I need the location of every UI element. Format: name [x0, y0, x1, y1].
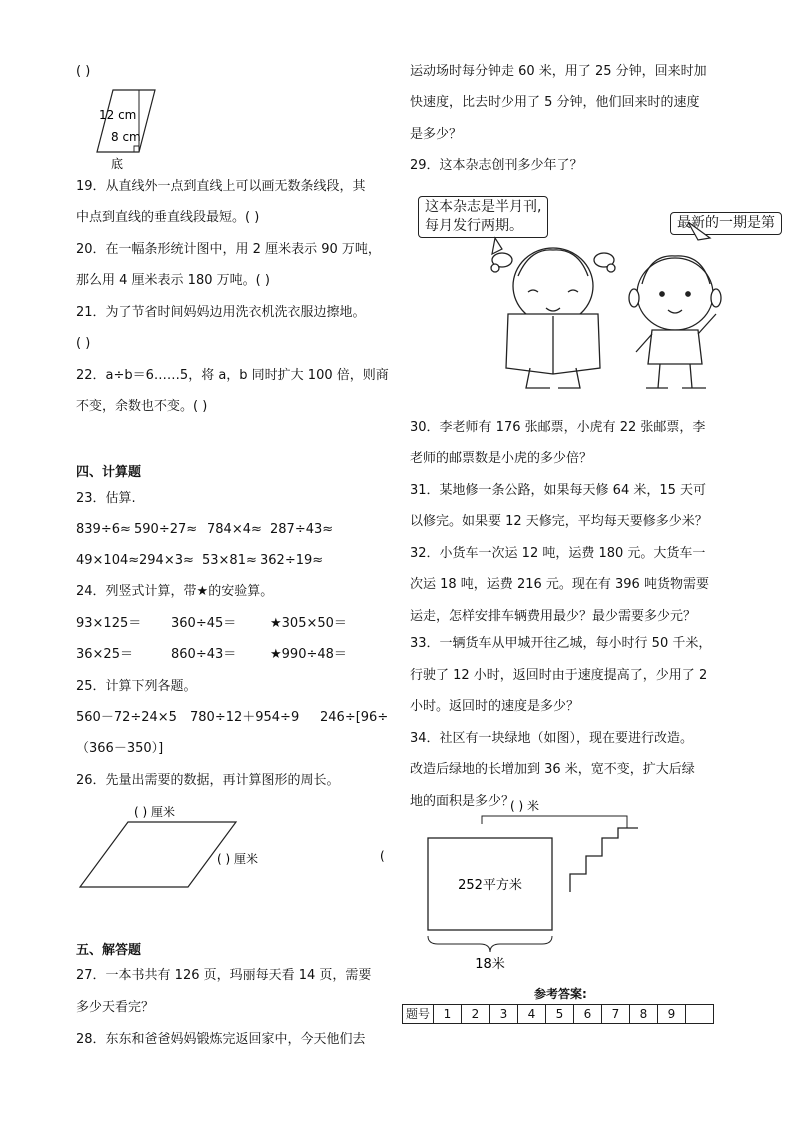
fig34-bottom-label: 18米 [475, 957, 505, 972]
q23-item: 49×104≈ [76, 553, 140, 568]
fig26-right-label: ( [380, 849, 385, 863]
answer-table-header: 题号 [403, 1005, 434, 1024]
q32-line2: 次运 18 吨，运费 216 元。现在有 396 吨货物需要 [410, 577, 709, 592]
q23-item: 287÷43≈ [270, 522, 334, 537]
q27-line1: 27．一本书共有 126 页，玛丽每天看 14 页，需要 [76, 968, 372, 983]
q33-line1: 33．一辆货车从甲城开往乙城，每小时行 50 千米， [410, 636, 712, 651]
q32-line1: 32．小货车一次运 12 吨，运费 180 元。大货车一 [410, 546, 706, 561]
parallelogram-shape [80, 822, 236, 887]
answer-cell: 3 [490, 1005, 518, 1024]
answer-cell: 5 [546, 1005, 574, 1024]
answer-cell: 4 [518, 1005, 546, 1024]
answer-cell: 9 [658, 1005, 686, 1024]
q25-item: 560－72÷24×5 [76, 710, 177, 725]
q20-line1: 20．在一幅条形统计图中，用 2 厘米表示 90 万吨， [76, 242, 381, 257]
label-12cm: 12 cm [99, 108, 137, 122]
fig26-top-label: ( ) 厘米 [134, 805, 175, 819]
q24-item: 36×25＝ [76, 647, 133, 662]
q23-title: 23．估算. [76, 491, 136, 506]
q34-line3: 地的面积是多少？ [410, 794, 515, 809]
q33-line3: 小时。返回时的速度是多少？ [410, 699, 580, 714]
fig34-top-label: ( ) 米 [510, 799, 539, 813]
fig26-mid-label: ( ) 厘米 [217, 852, 258, 866]
q19-line1: 19．从直线外一点到直线上可以画无数条线段，其 [76, 179, 366, 194]
q30-line1: 30．李老师有 176 张邮票，小虎有 22 张邮票，李 [410, 420, 706, 435]
q24-item: 860÷43＝ [171, 647, 237, 662]
answer-cell [686, 1005, 714, 1024]
q18-answer-blank: ( ) [76, 64, 91, 79]
q23-item: 590÷27≈ [134, 522, 198, 537]
answer-cell: 7 [602, 1005, 630, 1024]
q28-line3: 快速度，比去时少用了 5 分钟，他们回来时的速度 [410, 95, 700, 110]
q34-line1: 34．社区有一块绿地（如图），现在要进行改造。 [410, 731, 694, 746]
boy-speech-line: 最新的一期是第 [677, 215, 775, 231]
q31-line1: 31．某地修一条公路，如果每天修 64 米，15 天可 [410, 483, 707, 498]
q24-item: ★305×50＝ [270, 616, 347, 631]
right-column [405, 0, 794, 1123]
q22-line1: 22．a÷b＝6……5，将 a，b 同时扩大 100 倍，则商 [76, 368, 389, 383]
q26-parallelogram-figure [76, 800, 392, 895]
q23-item: 839÷6≈ [76, 522, 131, 537]
q29-children-illustration [410, 196, 794, 396]
q23-item: 53×81≈ [202, 553, 257, 568]
q28-line4: 是多少？ [410, 127, 463, 142]
q24-item: 360÷45＝ [171, 616, 237, 631]
q22-line2: 不变，余数也不变。( ) [76, 399, 208, 414]
q24-item: 93×125＝ [76, 616, 142, 631]
q19-line2: 中点到直线的垂直线段最短。( ) [76, 210, 260, 225]
girl-speech-line1: 这本杂志是半月刊, [425, 199, 542, 215]
answer-cell: 1 [434, 1005, 462, 1024]
girl-speech-line2: 每月发行两期。 [425, 218, 523, 234]
q33-line2: 行驶了 12 小时，返回时由于速度提高了，少用了 2 [410, 668, 708, 683]
q25-item: 780÷12＋954÷9 [190, 710, 300, 725]
q24-title: 24．列竖式计算，带★的安验算。 [76, 584, 274, 599]
answer-cell: 8 [630, 1005, 658, 1024]
q25-item: 246÷[96÷ [320, 710, 389, 725]
q23-item: 362÷19≈ [260, 553, 324, 568]
q26-title: 26．先量出需要的数据，再计算图形的周长。 [76, 773, 340, 788]
label-8cm: 8 cm [111, 130, 141, 144]
label-base: 底 [111, 157, 124, 171]
fig34-area-label: 252平方米 [458, 878, 522, 893]
q27-line2: 多少天看完？ [76, 1000, 155, 1015]
q24-item: ★990÷48＝ [270, 647, 347, 662]
q32-line3: 运走，怎样安排车辆费用最少？最少需要多少元？ [410, 609, 697, 624]
q18-parallelogram-figure [91, 86, 171, 172]
girl-figure [491, 248, 615, 388]
q25-title: 25．计算下列各题。 [76, 679, 197, 694]
q28-line1: 28．东东和爸爸妈妈锻炼完返回家中，今天他们去 [76, 1032, 366, 1047]
answer-cell: 2 [462, 1005, 490, 1024]
q31-line2: 以修完。如果要 12 天修完，平均每天要修多少米？ [410, 514, 708, 529]
q34-line2: 改造后绿地的长增加到 36 米，宽不变，扩大后绿 [410, 762, 695, 777]
q20-line2: 那么用 4 厘米表示 180 万吨。( ) [76, 273, 270, 288]
answer-table [402, 1004, 714, 1024]
q23-item: 294×3≈ [139, 553, 194, 568]
boy-figure [629, 256, 721, 388]
answer-cell: 6 [574, 1005, 602, 1024]
q34-field-figure [420, 794, 650, 980]
q29-title: 29．这本杂志创刊多少年了？ [410, 158, 583, 173]
q23-item: 784×4≈ [207, 522, 262, 537]
section-5-heading: 五、解答题 [76, 943, 142, 958]
q25-item-cont: （366－350）] [76, 741, 164, 756]
q30-line2: 老师的邮票数是小虎的多少倍？ [410, 451, 593, 466]
answer-key-title: 参考答案: [534, 987, 587, 1001]
q21-line2: ( ) [76, 336, 91, 351]
q28-line2: 运动场时每分钟走 60 米，用了 25 分钟，回来时加 [410, 64, 707, 79]
q21-line1: 21．为了节省时间妈妈边用洗衣机洗衣服边擦地。 [76, 305, 366, 320]
section-4-heading: 四、计算题 [76, 465, 142, 480]
